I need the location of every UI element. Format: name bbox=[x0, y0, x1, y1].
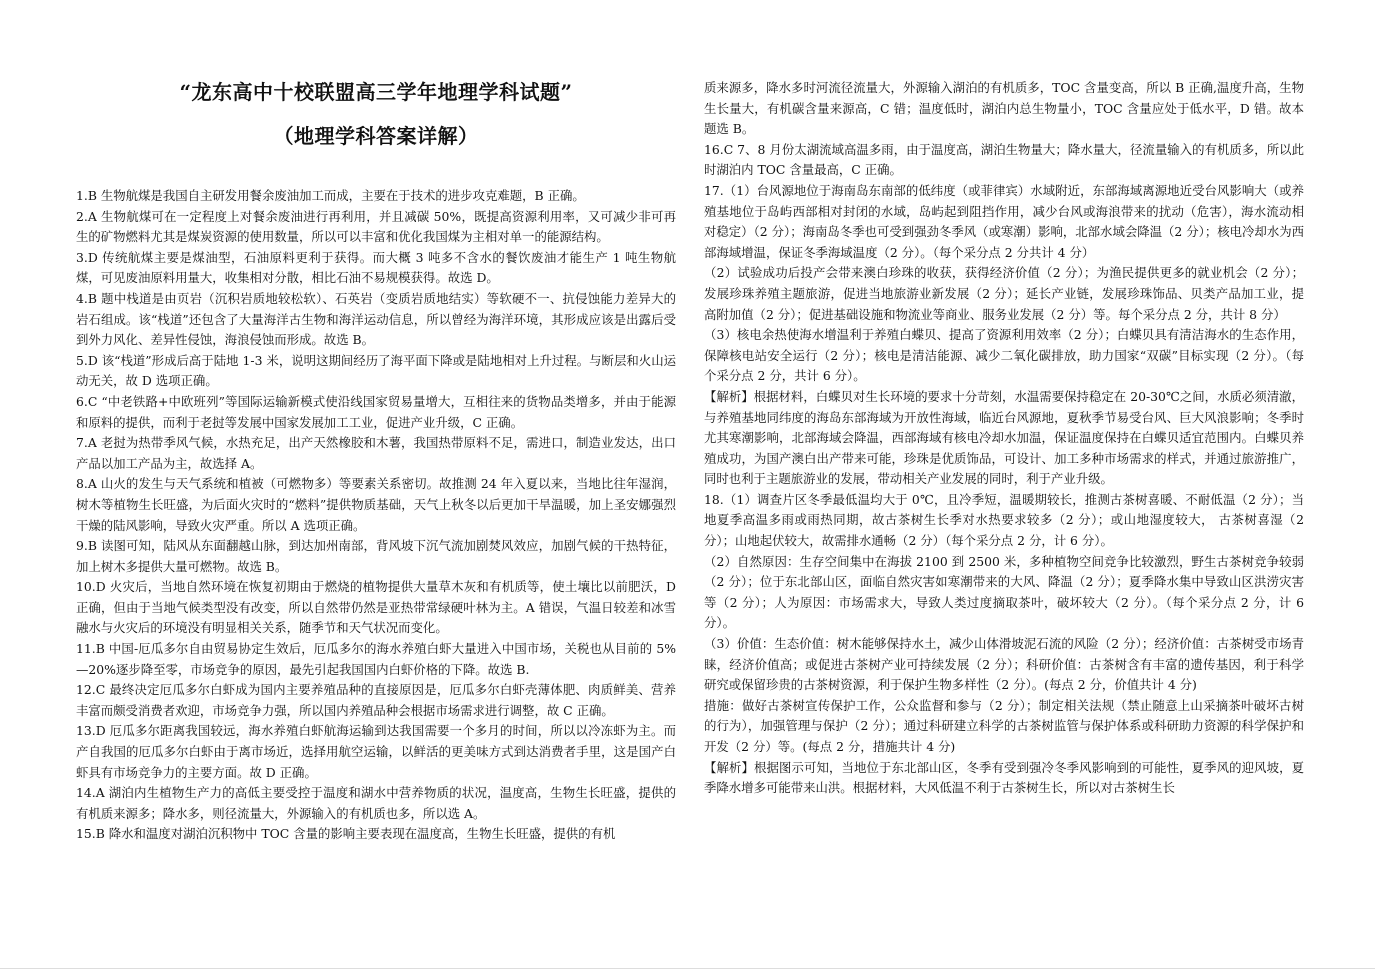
answer-paragraph: 2.A 生物航煤可在一定程度上对餐余废油进行再利用，并且减碳 50%，既提高资源利用率，又可减少非可再生的矿物燃料尤其是煤炭资源的使用数量，所以可以丰富和优化我国煤为主相对单一的能源结构。 bbox=[76, 208, 676, 245]
answer-paragraph: 14.A 湖泊内生植物生产力的高低主要受控于温度和湖水中营养物质的状况，温度高，生物生长旺盛，提供的有机质来源多；降水多，则径流量大，外源输入的有机质也多，所以选 A。 bbox=[76, 785, 676, 821]
answer-paragraph: 7.A 老挝为热带季风气候，水热充足，出产天然橡胶和木薯，我国热带原料不足，需进口，制造业发达，出口产品以加工产品为主，故选择 A。 bbox=[76, 435, 676, 471]
page-title: “龙东高中十校联盟高三学年地理学科试题” bbox=[179, 80, 573, 104]
answer-paragraph: 17.（1）台风源地位于海南岛东南部的低纬度（或菲律宾）水域附近，东部海域离源地近受台风影响大（或养殖基地位于岛屿西部相对封闭的水域，岛屿起到阻挡作用，减少台风或海浪带来的扰动（危害），海水流动相对稳定）（2 分）；海南岛冬季也可受到强劲冬季风（或寒潮）影响，北部水域会降温（2 分）；核电冷却水为西部海域增温，保证冬季海域温度（2 分）。（每个采分点 2 分共计 4 分） bbox=[704, 182, 1304, 260]
answer-paragraph: 质来源多，降水多时河流径流量大，外源输入湖泊的有机质多，TOC 含量变高，所以 B 正确,温度升高，生物生长量大，有机碳含量来源高，C 错；温度低时，湖泊内总生物量小，TOC 含量应处于低水平，D 错。故本题选 B。 bbox=[704, 80, 1304, 137]
page-subtitle: （地理学科答案详解） bbox=[273, 124, 479, 148]
answer-paragraph: （3）价值：生态价值：树木能够保持水土，减少山体滑坡泥石流的风险（2 分）；经济价值：古茶树受市场青睐，经济价值高；或促进古茶树产业可持续发展（2 分）；科研价值：古茶树含有丰富的遗传基因，利于科学研究或保留珍贵的古茶树资源，利于保护生物多样性（2 分）。(每点 2 分，价值共计 4 分) bbox=[704, 636, 1304, 693]
answer-paragraph: 13.D 厄瓜多尔距离我国较远，海水养殖白虾航海运输到达我国需要一个多月的时间，所以以冷冻虾为主。而产自我国的厄瓜多尔白虾由于离市场近，选择用航空运输，以鲜活的更美味方式到达消费者手里，这是国产白虾具有市场竞争力的主要方面。故 D 正确。 bbox=[76, 723, 676, 780]
answer-paragraph: 【解析】根据图示可知，当地位于东北部山区，冬季有受到强冷冬季风影响到的可能性，夏季风的迎风坡，夏季降水增多可能带来山洪。根据材料，大风低温不利于古茶树生长，所以对古茶树生长 bbox=[704, 759, 1304, 796]
answer-paragraph: 12.C 最终决定厄瓜多尔白虾成为国内主要养殖品种的直接原因是，厄瓜多尔白虾壳薄体肥、肉质鲜美、营养丰富而颇受消费者欢迎，市场竞争力强，所以国内养殖品种会根据市场需求进行调整，故 C 正确。 bbox=[76, 682, 676, 718]
answer-paragraph: 5.D 该“栈道”形成后高于陆地 1-3 米，说明这期间经历了海平面下降或是陆地相对上升过程。与断层和火山运动无关，故 D 选项正确。 bbox=[76, 352, 676, 389]
answer-paragraph: 【解析】根据材料，白蝶贝对生长环境的要求十分苛刻，水温需要保持稳定在 20-30℃之间，水质必须清澈，与养殖基地同纬度的海岛东部海域为开放性海域，临近台风源地，夏秋季节易受台风、巨大风浪影响；冬季时尤其寒潮影响，北部海域会降温，西部海域有核电冷却水加温，保证温度保持在白蝶贝适宜范围内。白蝶贝养殖成功，为国产澳白出产带来可能，珍珠是优质饰品，可设计、加工多种市场需求的样式，并通过旅游推广，同时也利于主题旅游业的发展，带动相关产业发展的同时，利于产业升级。 bbox=[704, 388, 1304, 487]
left-column bbox=[76, 186, 676, 845]
page-bottom-divider bbox=[0, 968, 1375, 969]
answer-paragraph: 16.C 7、8 月份太湖流域高温多雨，由于温度高，湖泊生物量大；降水量大，径流量输入的有机质多，所以此时湖泊内 TOC 含量最高，C 正确。 bbox=[704, 141, 1304, 178]
answer-paragraph: 18.（1）调查片区冬季最低温均大于 0℃，且冷季短，温暖期较长，推测古茶树喜暖、不耐低温（2 分）；当地夏季高温多雨或雨热同期，故古茶树生长季对水热要求较多（2 分）；或山地湿度较大， 古茶树喜湿（2 分）；山地起伏较大，故需排水通畅（2 分）（每个采分点 2 分，计 6 分）。 bbox=[704, 491, 1304, 549]
answer-paragraph: （2）自然原因：生存空间集中在海拔 2100 到 2500 米，多种植物空间竞争比较激烈，野生古茶树竞争较弱（2 分）；位于东北部山区，面临自然灾害如寒潮带来的大风、降温（2 分）；夏季降水集中导致山区洪涝灾害等（2 分）；人为原因：市场需求大，导致人类过度摘取茶叶，破坏较大（2 分）。（每个采分点 2 分，计 6 分）。 bbox=[704, 553, 1304, 631]
answer-paragraph: （2）试验成功后投产会带来澳白珍珠的收获，获得经济价值（2 分）；为渔民提供更多的就业机会（2 分）；发展珍珠养殖主题旅游，促进当地旅游业新发展（2 分）；延长产业链，发展珍珠饰品、贝类产品加工业，提高附加值（2 分）；促进基础设施和物流业等商业、服务业发展（2 分）等。每个采分点 2 分，共计 8 分） bbox=[704, 265, 1304, 322]
answer-paragraph: 1.B 生物航煤是我国自主研发用餐余废油加工而成，主要在于技术的进步攻克难题，B 正确。 bbox=[76, 188, 585, 203]
answer-paragraph: 10.D 火灾后，当地自然环境在恢复初期由于燃烧的植物提供大量草木灰和有机质等，使土壤比以前肥沃，D 正确，但由于当地气候类型没有改变，所以自然带仍然是亚热带常绿硬叶林为主。A 错误，气温日较差和冰雪融水与火灾后的环境没有明显相关关系，随季节和天气状况而变化。 bbox=[76, 579, 676, 636]
answer-paragraph: 11.B 中国-厄瓜多尔自由贸易协定生效后，厄瓜多尔的海水养殖白虾大量进入中国市场，关税也从目前的 5%—20%逐步降至零，市场竞争的原因，最先引起我国国内白虾价格的下降。故选 B. bbox=[76, 641, 676, 677]
right-column bbox=[704, 78, 1304, 799]
answer-paragraph: 措施：做好古茶树宣传保护工作，公众监督和参与（2 分）；制定相关法规（禁止随意上山采摘茶叶破坏古树的行为），加强管理与保护（2 分）；通过科研建立科学的古茶树监管与保护体系或科研助力资源的科学保护和开发（2 分）等。(每点 2 分，措施共计 4 分) bbox=[704, 697, 1304, 754]
answer-paragraph: （3）核电余热使海水增温利于养殖白蝶贝、提高了资源利用效率（2 分）；白蝶贝具有清洁海水的生态作用，保障核电站安全运行（2 分）；核电是清洁能源、减少二氧化碳排放，助力国家“双碳”目标实现（2 分）。（每个采分点 2 分，共计 6 分）。 bbox=[704, 327, 1304, 384]
answer-paragraph: 3.D 传统航煤主要是煤油型，石油原料更利于获得。而大概 3 吨多不含水的餐饮废油才能生产 1 吨生物航煤，可见废油原料用量大，收集相对分散，相比石油不易规模获得。故选 D。 bbox=[76, 249, 676, 286]
answer-paragraph: 6.C “中老铁路+中欧班列”等国际运输新模式使沿线国家贸易量增大，互相往来的货物品类增多，并由于能源和原料的提供，而利于老挝等发展中国家发展加工工业，促进产业升级，C 正确。 bbox=[76, 393, 676, 430]
answer-paragraph: 8.A 山火的发生与天气系统和植被（可燃物多）等要素关系密切。故推测 24 年入夏以来，当地比往年湿润，树木等植物生长旺盛，为后面火灾时的“燃料”提供物质基础，天气上秋冬以后更加干旱温暖，加上圣安娜强烈干燥的陆风影响，导致火灾严重。所以 A 选项正确。 bbox=[76, 476, 676, 533]
answer-paragraph: 15.B 降水和温度对湖泊沉积物中 TOC 含量的影响主要表现在温度高，生物生长旺盛，提供的有机 bbox=[76, 826, 616, 842]
answer-paragraph: 9.B 读图可知，陆风从东面翻越山脉，到达加州南部，背风坡下沉气流加剧焚风效应，加剧气候的干热特征，加上树木多提供大量可燃物。故选 B。 bbox=[76, 538, 676, 574]
answer-paragraph: 4.B 题中栈道是由页岩（沉积岩质地较松软）、石英岩（变质岩质地结实）等软硬不一、抗侵蚀能力差异大的岩石组成。该“栈道”还包含了大量海洋古生物和海洋运动信息，所以曾经为海洋环境，其形成应该是出露后受到外力风化、差异性侵蚀，海浪侵蚀而形成。故选 B。 bbox=[76, 290, 676, 348]
